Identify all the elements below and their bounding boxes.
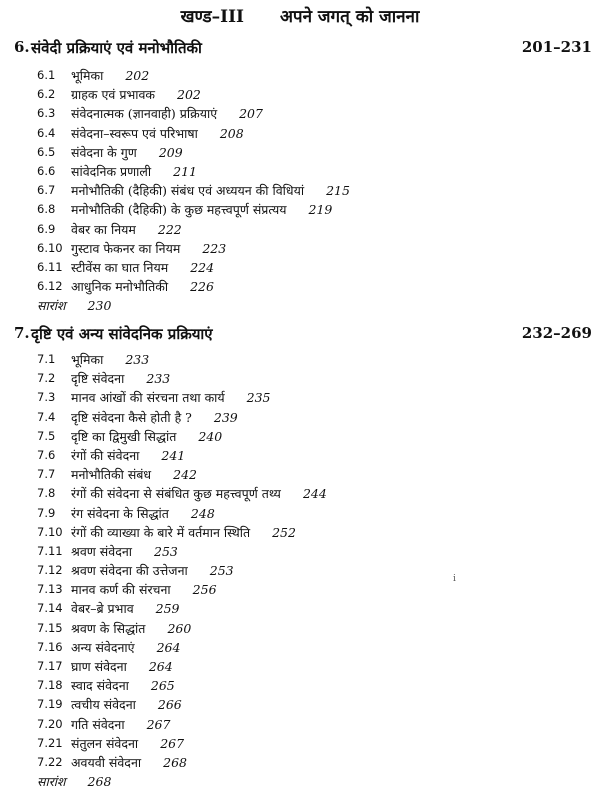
toc-item[interactable] xyxy=(0,85,600,104)
toc-item-title xyxy=(71,505,215,522)
toc-item-title xyxy=(71,125,244,142)
chapter-title: दृष्टि एवं अन्य सांवेदनिक प्रक्रियाएं xyxy=(31,325,213,343)
toc-item-label: स्वाद संवेदना xyxy=(71,678,129,694)
chapter-page-range: 232–269 xyxy=(521,324,592,342)
toc-item-title xyxy=(71,163,197,180)
toc-item-title xyxy=(71,409,238,426)
toc-item[interactable] xyxy=(0,104,600,123)
toc-item-page: 244 xyxy=(302,486,327,502)
toc-item-title xyxy=(71,447,185,464)
chapter-heading[interactable] xyxy=(0,36,600,60)
toc-item-title xyxy=(71,144,183,161)
toc-item[interactable] xyxy=(0,676,600,695)
toc-item-page: 208 xyxy=(219,125,244,141)
toc-item-number: 7.18 xyxy=(37,678,63,693)
toc-item-number: 7.5 xyxy=(37,428,56,443)
toc-item[interactable] xyxy=(0,446,600,465)
toc-list xyxy=(0,350,600,791)
toc-item-label: श्रवण संवेदना xyxy=(71,543,133,559)
toc-item-number: 7.13 xyxy=(37,582,63,597)
toc-item-page: 252 xyxy=(272,524,296,540)
chapter-page-range: 201–231 xyxy=(521,38,592,56)
toc-item-page: 253 xyxy=(154,543,178,559)
section-title: अपने जगत् को जानना xyxy=(279,7,420,27)
toc-item-title xyxy=(71,240,226,257)
chapter-7 xyxy=(0,322,600,791)
toc-item[interactable] xyxy=(0,277,600,296)
toc-item-title xyxy=(71,182,350,199)
toc-item-page: 267 xyxy=(146,716,171,732)
toc-item[interactable] xyxy=(0,734,600,753)
toc-item-page: 211 xyxy=(173,163,197,179)
toc-item-label: ग्राहक एवं प्रभावक xyxy=(71,87,156,103)
toc-item-label: संवेदनात्मक (ज्ञानवाही) प्रक्रियाएं xyxy=(71,106,218,122)
toc-item-number: 7.1 xyxy=(37,352,56,366)
toc-item-title xyxy=(71,754,187,771)
toc-item-page: 268 xyxy=(163,754,187,770)
toc-item-label: दृष्टि का द्विमुखी सिद्धांत xyxy=(71,428,177,444)
toc-item-page: 222 xyxy=(157,221,182,237)
toc-item-title xyxy=(71,658,173,675)
toc-item-number: 7.8 xyxy=(37,486,56,501)
toc-item[interactable] xyxy=(0,484,600,503)
toc-item-number: 7.21 xyxy=(37,735,63,750)
toc-item-page: 264 xyxy=(148,659,173,674)
toc-item[interactable] xyxy=(0,638,600,657)
toc-item-number: 6.6 xyxy=(37,163,56,178)
toc-item-label: श्रवण संवेदना की उत्तेजना xyxy=(71,563,188,579)
toc-item-label: मानव कर्ण की संरचना xyxy=(71,582,171,598)
toc-item[interactable] xyxy=(0,200,600,219)
toc-item-page: 264 xyxy=(156,639,181,655)
toc-item-label: अन्य संवेदनाएं xyxy=(71,639,135,655)
toc-item-number: 7.4 xyxy=(37,409,56,424)
toc-item-label: रंगों की संवेदना से संबंधित कुछ महत्त्वपूर्ण तथ्य xyxy=(71,486,281,502)
toc-item-page: 256 xyxy=(192,582,217,598)
toc-item-page: 207 xyxy=(239,106,263,122)
toc-item-title xyxy=(71,67,149,84)
toc-item-number: 7.3 xyxy=(37,390,56,405)
toc-item-number: 7.16 xyxy=(37,639,63,654)
toc-item-page: 233 xyxy=(146,371,171,387)
toc-item-title xyxy=(71,485,327,502)
toc-item-label: संतुलन संवेदना xyxy=(71,735,139,751)
section-label: खण्ड–III xyxy=(180,7,245,27)
toc-item-page: 209 xyxy=(158,144,183,160)
toc-item-title xyxy=(71,620,191,637)
toc-summary-page: 268 xyxy=(87,774,112,790)
toc-item-label: मनोभौतिकी (दैहिकी) संबंध एवं अध्ययन की विधियां xyxy=(71,183,305,199)
toc-item-label: रंग संवेदना के सिद्धांत xyxy=(71,505,169,521)
toc-item-number: 6.7 xyxy=(37,183,56,198)
toc-item-title xyxy=(71,221,182,238)
toc-item-number: 6.9 xyxy=(37,221,56,236)
toc-item[interactable] xyxy=(0,162,600,181)
toc-item[interactable] xyxy=(0,619,600,638)
toc-item[interactable] xyxy=(0,220,600,239)
toc-list xyxy=(0,66,600,315)
chapter-number: 7. xyxy=(14,324,30,342)
toc-item-number: 6.8 xyxy=(37,202,56,217)
toc-item-page: 265 xyxy=(150,678,175,694)
toc-item-label: वेबर का नियम xyxy=(71,221,136,237)
toc-item-page: 267 xyxy=(160,735,185,751)
toc-item-number: 6.12 xyxy=(37,279,63,294)
toc-item-title xyxy=(71,466,197,483)
toc-item[interactable] xyxy=(0,388,600,407)
toc-item-title xyxy=(71,600,180,617)
toc-item-page: 215 xyxy=(326,183,350,199)
toc-item-page: 235 xyxy=(246,390,271,406)
toc-item-title xyxy=(71,677,175,694)
toc-item-number: 7.6 xyxy=(37,447,56,462)
toc-item-label: रंगों की संवेदना xyxy=(71,447,140,463)
toc-item[interactable] xyxy=(0,599,600,618)
toc-item-label: मनोभौतिकी संबंध xyxy=(71,467,152,483)
toc-item-label: दृष्टि संवेदना कैसे होती है ? xyxy=(71,409,192,425)
toc-item-page: 202 xyxy=(125,68,150,83)
toc-summary[interactable] xyxy=(0,772,600,791)
toc-item-title xyxy=(71,259,214,276)
toc-item-title xyxy=(71,696,182,713)
toc-item-title xyxy=(71,543,178,560)
toc-item-page: 239 xyxy=(213,409,238,425)
toc-item-label: घ्राण संवेदना xyxy=(71,659,127,674)
toc-item-label: दृष्टि संवेदना xyxy=(71,371,125,387)
toc-item-number: 6.5 xyxy=(37,144,56,159)
stray-mark: i xyxy=(453,574,456,584)
toc-item[interactable] xyxy=(0,408,600,427)
toc-item[interactable] xyxy=(0,715,600,734)
toc-item-title xyxy=(71,86,201,103)
toc-item[interactable] xyxy=(0,561,600,580)
toc-item-number: 7.9 xyxy=(37,505,56,520)
toc-item[interactable] xyxy=(0,143,600,162)
toc-summary[interactable] xyxy=(0,296,600,315)
toc-item-page: 241 xyxy=(161,447,186,463)
toc-item-title xyxy=(71,735,184,752)
toc-item-page: 223 xyxy=(202,240,227,256)
toc-item-title xyxy=(71,278,214,295)
toc-item-number: 7.12 xyxy=(37,563,63,578)
toc-item-number: 7.11 xyxy=(37,543,63,558)
toc-item-number: 6.3 xyxy=(37,106,56,121)
toc-item-title xyxy=(71,370,170,387)
toc-item[interactable] xyxy=(0,657,600,676)
toc-item-title xyxy=(71,639,180,656)
toc-item[interactable] xyxy=(0,181,600,200)
toc-item-number: 7.15 xyxy=(37,620,63,635)
toc-item[interactable] xyxy=(0,504,600,523)
toc-summary-title xyxy=(37,773,111,790)
toc-summary-label: सारांश xyxy=(37,298,66,314)
toc-item-label: मानव आंखों की संरचना तथा कार्य xyxy=(71,390,225,406)
chapter-heading[interactable] xyxy=(0,322,600,346)
toc-item-label: भूमिका xyxy=(71,352,104,367)
toc-item-page: 219 xyxy=(308,202,333,218)
toc-item-label: त्वचीय संवेदना xyxy=(71,697,136,713)
toc-item-page: 202 xyxy=(177,87,201,103)
toc-item-label: वेबर–ब्रे प्रभाव xyxy=(71,601,134,617)
toc-item-page: 242 xyxy=(173,467,197,483)
toc-item-title xyxy=(71,201,332,218)
toc-item-number: 7.19 xyxy=(37,697,63,712)
toc-item[interactable] xyxy=(0,542,600,561)
toc-item-label: मनोभौतिकी (दैहिकी) के कुछ महत्त्वपूर्ण संप्रत्यय xyxy=(71,202,287,218)
toc-item-page: 248 xyxy=(190,505,215,521)
toc-summary-page: 230 xyxy=(87,298,112,314)
toc-item-number: 7.20 xyxy=(37,716,63,731)
toc-item-title xyxy=(71,716,170,733)
toc-item[interactable] xyxy=(0,66,600,85)
toc-item-number: 7.2 xyxy=(37,371,56,386)
toc-item-title xyxy=(71,562,234,579)
toc-summary-title xyxy=(37,297,111,314)
toc-item-label: गति संवेदना xyxy=(71,716,125,732)
toc-item[interactable] xyxy=(0,427,600,446)
toc-item-label: संवेदना–स्वरूप एवं परिभाषा xyxy=(71,125,198,141)
section-header xyxy=(0,4,600,27)
toc-item-page: 233 xyxy=(125,352,150,367)
toc-item[interactable] xyxy=(0,753,600,772)
toc-item-label: अवयवी संवेदना xyxy=(71,754,142,770)
toc-item-page: 253 xyxy=(209,563,234,579)
toc-item[interactable] xyxy=(0,124,600,143)
toc-item-number: 6.11 xyxy=(37,259,63,274)
toc-item-number: 6.2 xyxy=(37,87,56,102)
toc-item-page: 224 xyxy=(190,259,215,275)
toc-item-page: 240 xyxy=(198,428,223,444)
toc-item-title xyxy=(71,428,222,445)
toc-item-page: 259 xyxy=(155,601,180,617)
toc-item-label: गुस्टाव फेकनर का नियम xyxy=(71,240,181,256)
toc-item[interactable] xyxy=(0,580,600,599)
toc-summary-label: सारांश xyxy=(37,774,66,790)
toc-item-number: 7.10 xyxy=(37,524,63,539)
chapter-title: संवेदी प्रक्रियाएं एवं मनोभौतिकी xyxy=(31,39,202,57)
toc-item[interactable] xyxy=(0,239,600,258)
toc-item-label: आधुनिक मनोभौतिकी xyxy=(71,279,169,295)
chapter-number: 6. xyxy=(14,38,30,56)
toc-item-page: 226 xyxy=(190,279,214,295)
toc-item[interactable] xyxy=(0,369,600,388)
toc-item-page: 260 xyxy=(167,620,192,636)
toc-item[interactable] xyxy=(0,523,600,542)
toc-item-label: स्टीवेंस का घात नियम xyxy=(71,259,169,275)
toc-item-label: श्रवण के सिद्धांत xyxy=(71,620,146,636)
toc-item-number: 7.22 xyxy=(37,754,63,769)
toc-item-number: 7.14 xyxy=(37,601,63,616)
toc-item-label: भूमिका xyxy=(71,68,104,83)
toc-item-label: सांवेदनिक प्रणाली xyxy=(71,163,152,179)
chapter-6 xyxy=(0,36,600,315)
toc-item-title xyxy=(71,351,149,368)
toc-item-number: 7.17 xyxy=(37,659,63,673)
toc-item-page: 266 xyxy=(157,697,182,713)
toc-item-number: 7.7 xyxy=(37,467,56,482)
toc-item-number: 6.1 xyxy=(37,68,56,82)
toc-item-label: रंगों की व्याख्या के बारे में वर्तमान स्थिति xyxy=(71,524,251,540)
toc-item[interactable] xyxy=(0,695,600,714)
toc-item-number: 6.4 xyxy=(37,125,56,140)
toc-item-number: 6.10 xyxy=(37,240,63,255)
toc-item-label: संवेदना के गुण xyxy=(71,144,137,160)
toc-item-title xyxy=(71,524,296,541)
toc-item[interactable] xyxy=(0,258,600,277)
toc-item[interactable] xyxy=(0,350,600,369)
toc-item-title xyxy=(71,389,271,406)
toc-item-title xyxy=(71,581,217,598)
toc-item[interactable] xyxy=(0,465,600,484)
toc-item-title xyxy=(71,105,263,122)
